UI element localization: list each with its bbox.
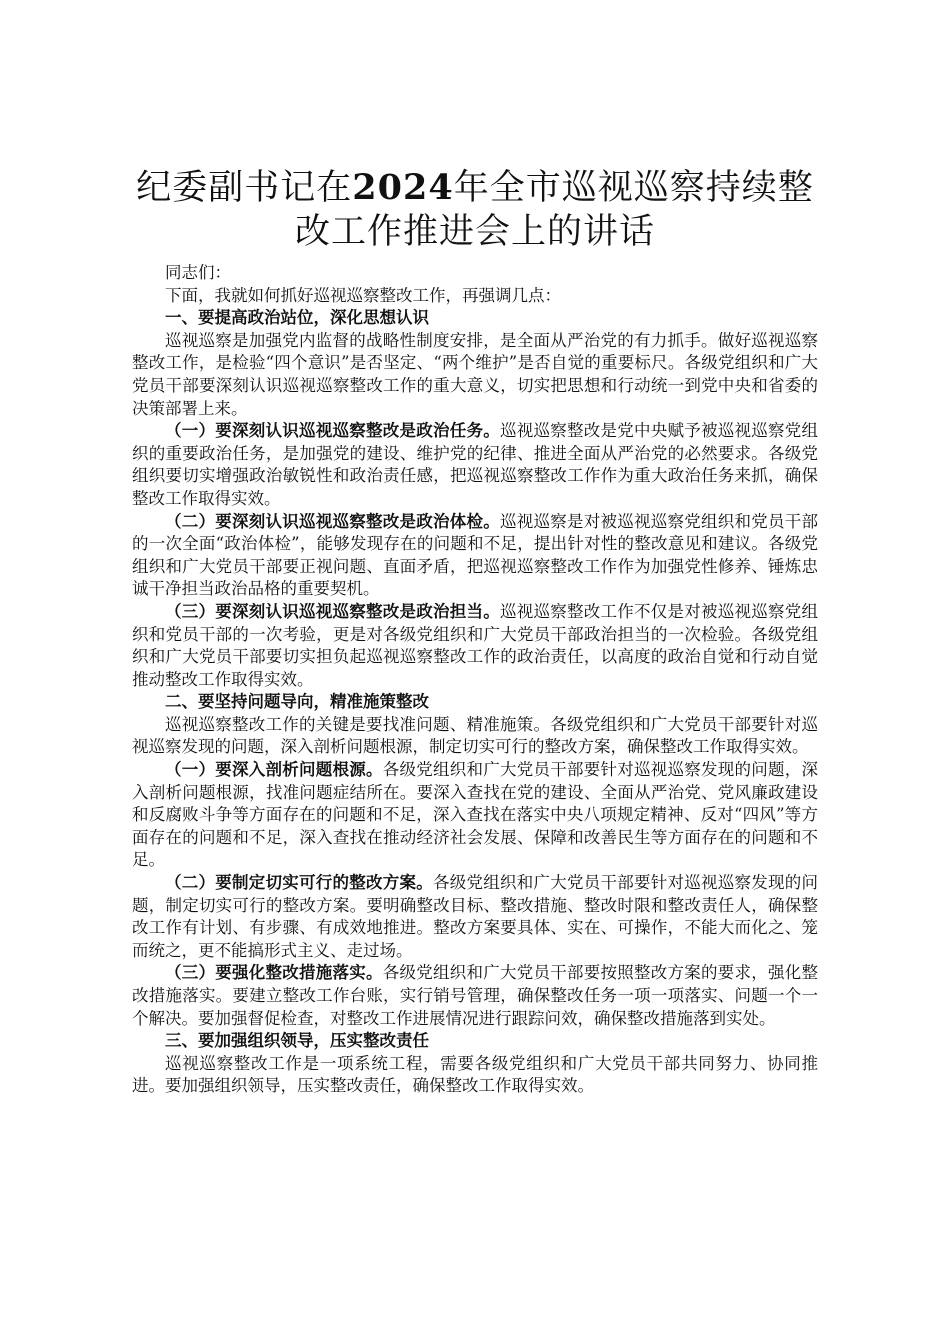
sub-heading: （二）要制定切实可行的整改方案。: [165, 873, 433, 893]
sub-paragraph: [132, 759, 818, 872]
sub-paragraph: [132, 962, 818, 1030]
document-title: [132, 166, 818, 254]
sub-paragraph: [132, 872, 818, 962]
section-body: 巡视巡察是加强党内监督的战略性制度安排，是全面从严治党的有力抓手。做好巡视巡察整改工作，是检验“四个意识”是否坚定、“两个维护”是否自觉的重要标尺。各级党组织和广大党员干部要深刻认识巡视巡察整改工作的重大意义，切实把思想和行动统一到党中央和省委的决策部署上来。: [132, 330, 818, 418]
sub-paragraph: [132, 511, 818, 601]
section-heading: 三、要加强组织领导，压实整改责任: [165, 1031, 429, 1051]
section-heading: 一、要提高政治站位，深化思想认识: [165, 308, 429, 328]
sub-text: 各级党组织和广大党员干部要针对巡视巡察发现的问题，深入剖析问题根源，找准问题症结所在。要深入查找在党的建设、全面从严治党、党风廉政建设和反腐败斗争等方面存在的问题和不足，深入查找在落实中央八项规定精神、反对“四风”等方面存在的问题和不足，深入查找在推动经济社会发展、保障和改善民生等方面存在的问题和不足。: [132, 760, 818, 870]
sub-heading: （一）要深入剖析问题根源。: [165, 760, 383, 780]
section-body: 巡视巡察整改工作是一项系统工程，需要各级党组织和广大党员干部共同努力、协同推进。要加强组织领导，压实整改责任，确保整改工作取得实效。: [132, 1053, 818, 1096]
sub-text: 各级党组织和广大党员干部要按照整改方案的要求，强化整改措施落实。要建立整改工作台账，实行销号管理，确保整改任务一项一项落实、问题一个一个解决。要加强督促检查，对整改工作进展情况进行跟踪问效，确保整改措施落到实处。: [132, 963, 818, 1028]
sub-text: 巡视巡察整改工作不仅是对被巡视巡察党组织和党员干部的一次考验，更是对各级党组织和广大党员干部政治担当的一次检验。各级党组织和广大党员干部要切实担负起巡视巡察整改工作的政治责任，以高度的政治自觉和行动自觉推动整改工作取得实效。: [132, 601, 818, 689]
title-part-1: 纪委副书记在: [136, 168, 353, 208]
sub-paragraph: [132, 601, 818, 691]
sub-heading: （三）要深刻认识巡视巡察整改是政治担当。: [165, 601, 500, 621]
intro-paragraph: 下面，我就如何抓好巡视巡察整改工作，再强调几点：: [165, 285, 561, 305]
section-heading: 二、要坚持问题导向，精准施策整改: [165, 692, 429, 712]
sub-paragraph: [132, 420, 818, 510]
title-part-2: 年全市巡视巡察持续整改工作推进会上的讲话: [294, 168, 814, 252]
sub-heading: （一）要深刻认识巡视巡察整改是政治任务。: [165, 421, 500, 441]
sub-heading: （三）要强化整改措施落实。: [165, 963, 383, 983]
greeting: 同志们：: [165, 263, 231, 282]
section-body: 巡视巡察整改工作的关键是要找准问题、精准施策。各级党组织和广大党员干部要针对巡视巡察发现的问题，深入剖析问题根源，制定切实可行的整改方案，确保整改工作取得实效。: [132, 714, 818, 757]
sub-text: 巡视巡察整改是党中央赋予被巡视巡察党组织的重要政治任务，是加强党的建设、维护党的纪律、推进全面从严治党的必然要求。各级党组织要切实增强政治敏锐性和政治责任感，把巡视巡察整改工作作为重大政治任务来抓，确保整改工作取得实效。: [132, 421, 818, 508]
title-year: 2024: [352, 167, 454, 208]
sub-text: 巡视巡察是对被巡视巡察党组织和党员干部的一次全面“政治体检”，能够发现存在的问题和不足，提出针对性的整改意见和建议。各级党组织和广大党员干部要正视问题、直面矛盾，把巡视巡察整改工作作为加强党性修养、锤炼忠诚干净担当政治品格的重要契机。: [132, 511, 818, 599]
sub-text: 各级党组织和广大党员干部要针对巡视巡察发现的问题，制定切实可行的整改方案。要明确整改目标、整改措施、整改时限和整改责任人，确保整改工作有计划、有步骤、有成效地推进。整改方案要具体、实在、可操作，不能大而化之、笼而统之，更不能搞形式主义、走过场。: [132, 873, 818, 960]
sub-heading: （二）要深刻认识巡视巡察整改是政治体检。: [165, 511, 500, 531]
